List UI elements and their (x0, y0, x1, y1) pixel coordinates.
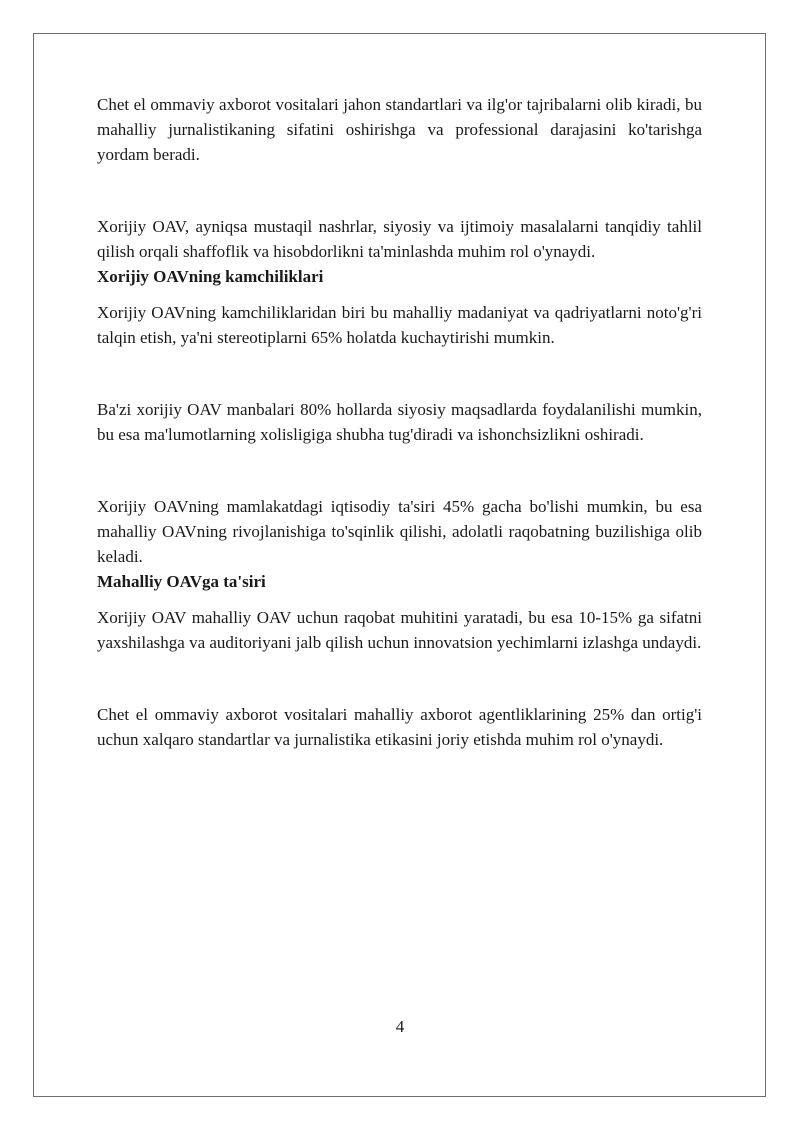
section-heading: Mahalliy OAVga ta'siri (97, 572, 266, 591)
paragraph: Xorijiy OAV mahalliy OAV uchun raqobat muhitini yaratadi, bu esa 10-15% ga sifatni yaxshilashga va auditoriyani jalb qilish uchun innovatsion yechimlarni izlashga undaydi. (97, 608, 702, 652)
paragraph: Xorijiy OAVning kamchiliklaridan biri bu mahalliy madaniyat va qadriyatlarni noto'g'ri talqin etish, ya'ni stereotiplarni 65% holatda kuchaytirishi mumkin. (97, 303, 702, 347)
page-number: 4 (395, 1017, 405, 1036)
paragraph: Xorijiy OAVning mamlakatdagi iqtisodiy ta'siri 45% gacha bo'lishi mumkin, bu esa mahalliy OAVning rivojlanishiga to'sqinlik qilishi, adolatli raqobatning buzilishiga olib keladi. (97, 497, 702, 566)
paragraph: Chet el ommaviy axborot vositalari mahalliy axborot agentliklarining 25% dan ortig'i uchun xalqaro standartlar va jurnalistika etikasini joriy etishda muhim rol o'ynaydi. (97, 705, 702, 749)
paragraph: Chet el ommaviy axborot vositalari jahon standartlari va ilg'or tajribalarni olib kiradi, bu mahalliy jurnalistikaning sifatini oshirishga va professional darajasini ko'tarishga yordam beradi. (97, 95, 702, 164)
paragraph: Xorijiy OAV, ayniqsa mustaqil nashrlar, siyosiy va ijtimoiy masalalarni tanqidiy tahlil qilish orqali shaffoflik va hisobdorlikni ta'minlashda muhim rol o'ynaydi. (97, 217, 702, 261)
paragraph: Ba'zi xorijiy OAV manbalari 80% hollarda siyosiy maqsadlarda foydalanilishi mumkin, bu esa ma'lumotlarning xolisligiga shubha tug'diradi va ishonchsizlikni oshiradi. (97, 400, 702, 444)
section-heading: Xorijiy OAVning kamchiliklari (97, 267, 324, 286)
document-body (97, 92, 702, 752)
